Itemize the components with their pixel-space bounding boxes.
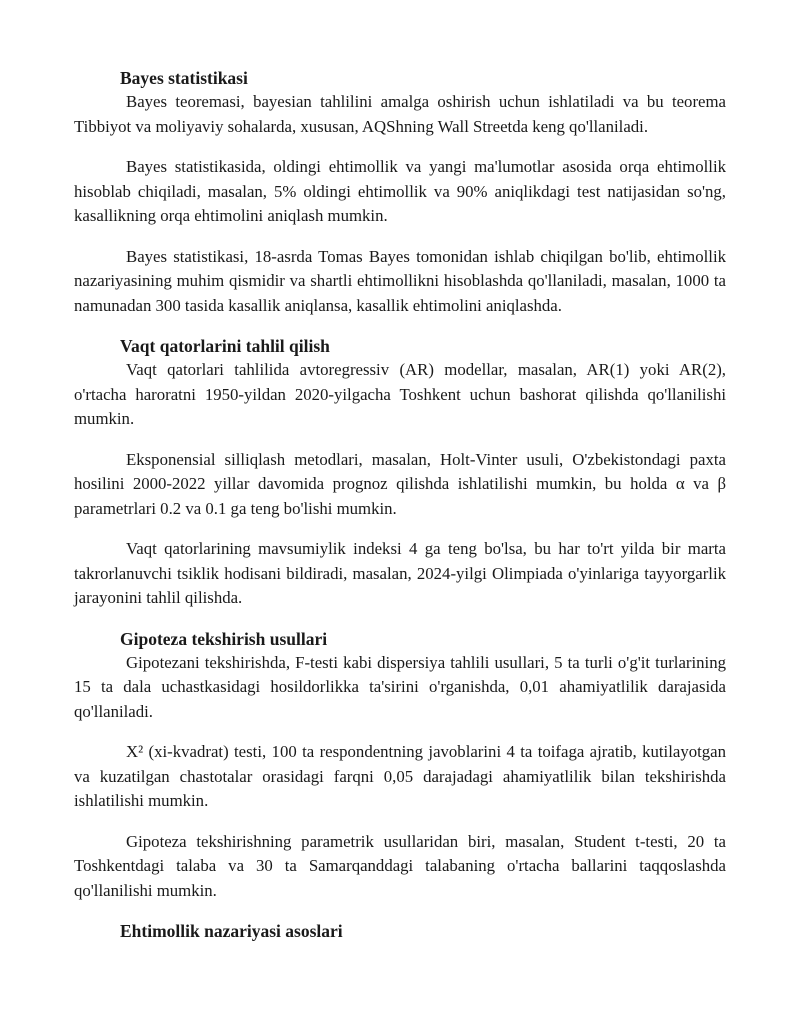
paragraph: Gipotezani tekshirishda, F-testi kabi dispersiya tahlili usullari, 5 ta turli o'g'it turlarining 15 ta dala uchastkasidagi hosildorlikka ta'sirini o'rganishda, 0,01 ahamiyatlilik darajasida qo'llaniladi. (74, 652, 726, 721)
document-page (74, 66, 726, 943)
section-time-series (74, 334, 726, 611)
paragraph: Bayes statistikasi, 18-asrda Tomas Bayes tomonidan ishlab chiqilgan bo'lib, ehtimollik nazariyasining muhim qismidir va shartli ehtimollikni hisoblashda qo'llaniladi, masalan, 1000 ta namunadan 300 tasida kasallik aniqlansa, kasallik ehtimolini aniqlashda. (74, 246, 726, 315)
paragraph: Gipoteza tekshirishning parametrik usullaridan biri, masalan, Student t-testi, 20 ta Toshkentdagi talaba va 30 ta Samarqanddagi talabaning o'rtacha ballarini taqqoslashda qo'llanilishi mumkin. (74, 831, 726, 900)
section-probability-theory (74, 919, 726, 943)
section-heading: Gipoteza tekshirish usullari (120, 628, 328, 649)
section-hypothesis-testing (74, 627, 726, 904)
section-bayes (74, 66, 726, 318)
paragraph: Vaqt qatorlarining mavsumiylik indeksi 4 ga teng bo'lsa, bu har to'rt yilda bir marta takrorlanuvchi tsiklik hodisani bildiradi, masalan, 2024-yilgi Olimpiada o'yinlariga tayyorgarlik jarayonini tahlil qilishda. (74, 539, 726, 607)
paragraph: Eksponensial silliqlash metodlari, masalan, Holt-Vinter usuli, O'zbekistondagi paxta hosilini 2000-2022 yillar davomida prognoz qilishda ishlatilishi mumkin, bu holda α va β parametrlari 0.2 va 0.1 ga teng bo'lishi mumkin. (74, 449, 726, 518)
paragraph: Bayes teoremasi, bayesian tahlilini amalga oshirish uchun ishlatiladi va bu teorema Tibbiyot va moliyaviy sohalarda, xususan, AQShning Wall Streetda keng qo'llaniladi. (74, 92, 726, 136)
paragraph: X² (xi-kvadrat) testi, 100 ta respondentning javoblarini 4 ta toifaga ajratib, kutilayotgan va kuzatilgan chastotalar orasidagi farqni 0,05 darajadagi ahamiyatlilik bilan tekshirishda ishlatilishi mumkin. (74, 742, 726, 810)
section-heading: Bayes statistikasi (120, 68, 248, 88)
paragraph: Vaqt qatorlari tahlilida avtoregressiv (AR) modellar, masalan, AR(1) yoki AR(2), o'rtacha haroratni 1950-yildan 2020-yilgacha Toshkent uchun bashorat qilishda qo'llanilishi mumkin. (74, 360, 726, 428)
paragraph: Bayes statistikasida, oldingi ehtimollik va yangi ma'lumotlar asosida orqa ehtimollik hisoblab chiqiladi, masalan, 5% oldingi ehtimollik va 90% aniqlikdagi test natijasidan so'ng, kasallikning orqa ehtimolini aniqlash mumkin. (74, 157, 726, 225)
section-heading: Ehtimollik nazariyasi asoslari (120, 921, 343, 941)
section-heading: Vaqt qatorlarini tahlil qilish (120, 336, 330, 356)
